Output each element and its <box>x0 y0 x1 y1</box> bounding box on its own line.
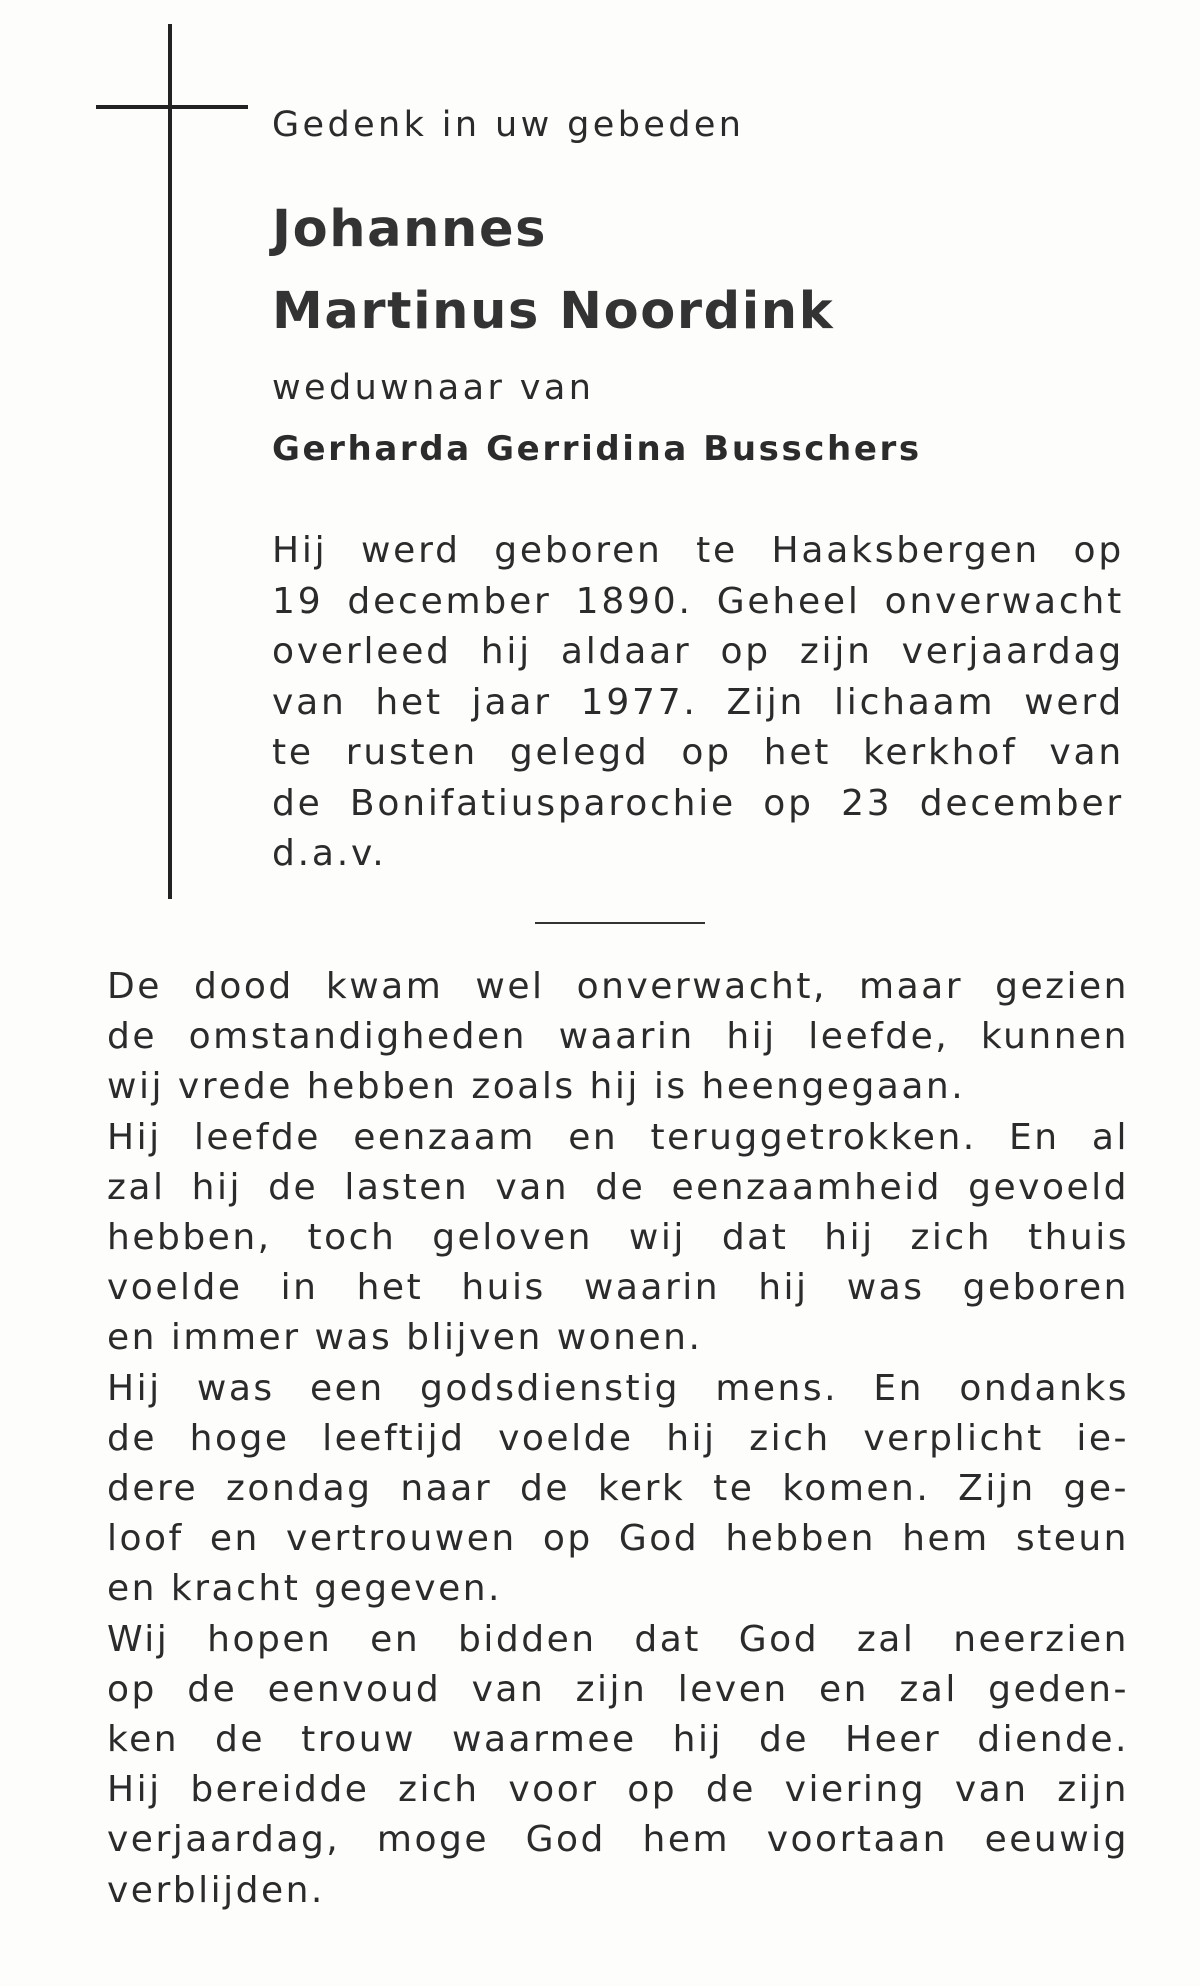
text-line: Hij bereidde zich voor op de viering van zijn <box>107 1769 1129 1811</box>
name-line-2: Martinus Noordink <box>272 282 835 341</box>
bio-line: Hij werd geboren te Haaksbergen op <box>272 530 1124 571</box>
remembrance-text <box>107 962 1129 1916</box>
cross-bar <box>96 105 248 109</box>
text-line: Hij leefde eenzaam en teruggetrokken. En al <box>107 1116 1129 1158</box>
bio-line: te rusten gelegd op het kerkhof van <box>272 732 1124 773</box>
bio-line: overleed hij aldaar op zijn verjaardag <box>272 631 1124 672</box>
text-line: hebben, toch geloven wij dat hij zich thuis <box>107 1217 1129 1259</box>
text-line: voelde in het huis waarin hij was geboren <box>107 1267 1129 1309</box>
text-line: dere zondag naar de kerk te komen. Zijn ge- <box>107 1468 1129 1510</box>
bio-line: van het jaar 1977. Zijn lichaam werd <box>272 681 1124 723</box>
biography <box>272 526 1124 880</box>
text-line: wij vrede hebben zoals hij is heengegaan. <box>107 1066 966 1108</box>
intro-text: Gedenk in uw gebeden <box>272 105 745 145</box>
text-line: de hoge leeftijd voelde hij zich verplicht ie- <box>107 1417 1129 1459</box>
bio-line: de Bonifatiusparochie op 23 december <box>272 782 1124 824</box>
bio-line: d.a.v. <box>272 833 387 874</box>
text-line: De dood kwam wel onverwacht, maar gezien <box>107 966 1129 1007</box>
separator-line <box>535 922 705 924</box>
text-line: ken de trouw waarmee hij de Heer diende. <box>107 1719 1129 1761</box>
spouse-name: Gerharda Gerridina Busschers <box>272 429 922 469</box>
text-line: en immer was blijven wonen. <box>107 1317 703 1359</box>
relation-text: weduwnaar van <box>272 368 595 408</box>
text-line: verblijden. <box>107 1869 325 1911</box>
text-line: verjaardag, moge God hem voortaan eeuwig <box>107 1819 1129 1861</box>
text-line: de omstandigheden waarin hij leefde, kunnen <box>107 1016 1129 1058</box>
bio-line: 19 december 1890. Geheel onverwacht <box>272 580 1124 622</box>
name-line-1: Johannes <box>272 200 548 259</box>
text-line: loof en vertrouwen op God hebben hem steun <box>107 1518 1129 1560</box>
cross-icon <box>168 24 172 899</box>
text-line: Hij was een godsdienstig mens. En ondanks <box>107 1367 1129 1409</box>
text-line: Wij hopen en bidden dat God zal neerzien <box>107 1618 1129 1660</box>
text-line: zal hij de lasten van de eenzaamheid gevoeld <box>107 1166 1129 1208</box>
text-line: en kracht gegeven. <box>107 1568 502 1610</box>
text-line: op de eenvoud van zijn leven en zal geden- <box>107 1668 1129 1710</box>
